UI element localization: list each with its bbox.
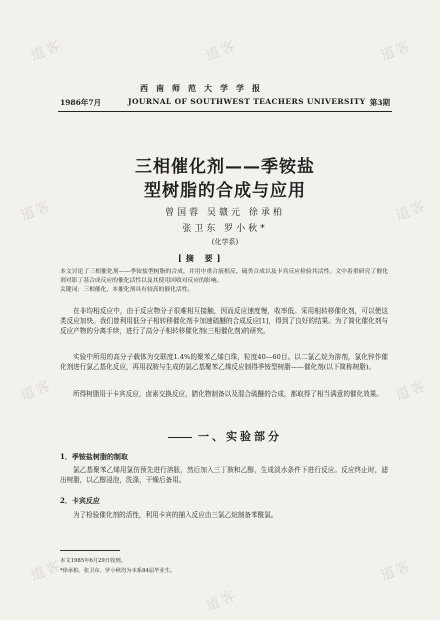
watermark: 道客 — [378, 557, 415, 585]
watermark: 道客 — [393, 377, 430, 405]
section-title: 一、实验部分 — [198, 430, 282, 443]
authors: 曾国蓉 吴赣元 徐承柏 — [165, 208, 285, 218]
watermark: 道客 — [28, 557, 65, 585]
keywords: 关键词：三相催化，本催化剂具有较高的催化活性。 — [60, 287, 194, 293]
watermark: 道客 — [203, 587, 240, 615]
watermark: 道客 — [393, 197, 430, 225]
affiliation: (化学系) — [211, 238, 239, 246]
footnote-students: *徐承柏、张卫东、罗小秋均为本系84届毕业生。 — [60, 568, 176, 574]
journal-name-en: JOURNAL OF SOUTHWEST TEACHERS UNIVERSITY — [128, 97, 366, 106]
issue-number: 第3期 — [369, 98, 390, 107]
section-heading — [60, 428, 390, 444]
intro-paragraph: 实验中所用的高分子载体为交联度1.4%的聚苯乙烯白珠，粒度40—60目。以二氯乙烷为溶剂，氯化锌作催化剂进行氯乙基化反应，再用叔胺与生成的氯乙基聚苯乙烯反应制得季铵型树脂——催化剂(以下简称树脂)。 — [60, 353, 388, 371]
subsection-heading: 2．卡宾反应 — [60, 496, 100, 505]
intro-paragraph: 所得树脂用于卡宾反应，卤素交换反应，腈化物制备以及混合硫醚的合成，都取得了相当满意的催化效果。 — [73, 390, 383, 398]
body-paragraph: 氯乙基聚苯乙烯用氯仿预先进行溶胀，然后加入三丁胺和乙醇，生成淡水条件下进行反应。反应终止时，滤出树脂，以乙醇浸泡，洗涤，干燥后备用。 — [60, 466, 388, 484]
intro-paragraph: 在非均相反应中，由于反应物分子很难相互接触，因而反应速度慢，收率低。采用相转移催化剂，可以使这类反应加快。我们曾利用低分子相转移催化剂卡加速硫醚的合成反应[1]，得到了良好的结果。为了简化催化剂与反应产物的分离手续，进行了高分子相转移催化剂(三相催化剂)的研究。 — [60, 307, 388, 335]
article-title: 三相催化剂——季铵盐 — [135, 157, 315, 177]
abstract-text: 本文讨论了三相催化剂——季铵盐型树脂的合成，并用中重合液相反、硫类合成以及卡宾反应检验其活性。文中着重研究了催化剂对影了基合成反应的催化活性以及其使用回收对反应的影响。 — [60, 269, 388, 284]
article-title-line2: 型树脂的合成与应用 — [144, 181, 306, 201]
section-dash — [168, 437, 192, 438]
watermark: 道客 — [28, 37, 65, 65]
watermark: 道客 — [18, 197, 55, 225]
journal-name-cn: 西南师范大学学报 — [140, 84, 268, 93]
abstract-label: [摘 要] — [178, 253, 225, 263]
subsection-heading: 1．季铵盐树脂的制取 — [60, 452, 128, 461]
issue-date: 1986年7月 — [60, 98, 102, 107]
header-rule — [58, 111, 392, 112]
watermark: 道客 — [18, 377, 55, 405]
footnote-received: 本文1985年6月29日收到。 — [60, 558, 126, 564]
watermark: 道客 — [378, 37, 415, 65]
footnote-rule — [60, 550, 120, 551]
authors-line2: 张卫东 罗小秋* — [182, 224, 268, 234]
body-paragraph: 为了检验催化剂的活性，利用卡宾的捕入反应由三氯乙烷制备苯酰氯。 — [73, 511, 278, 519]
watermark: 道客 — [203, 37, 240, 65]
journal-header — [60, 97, 390, 109]
